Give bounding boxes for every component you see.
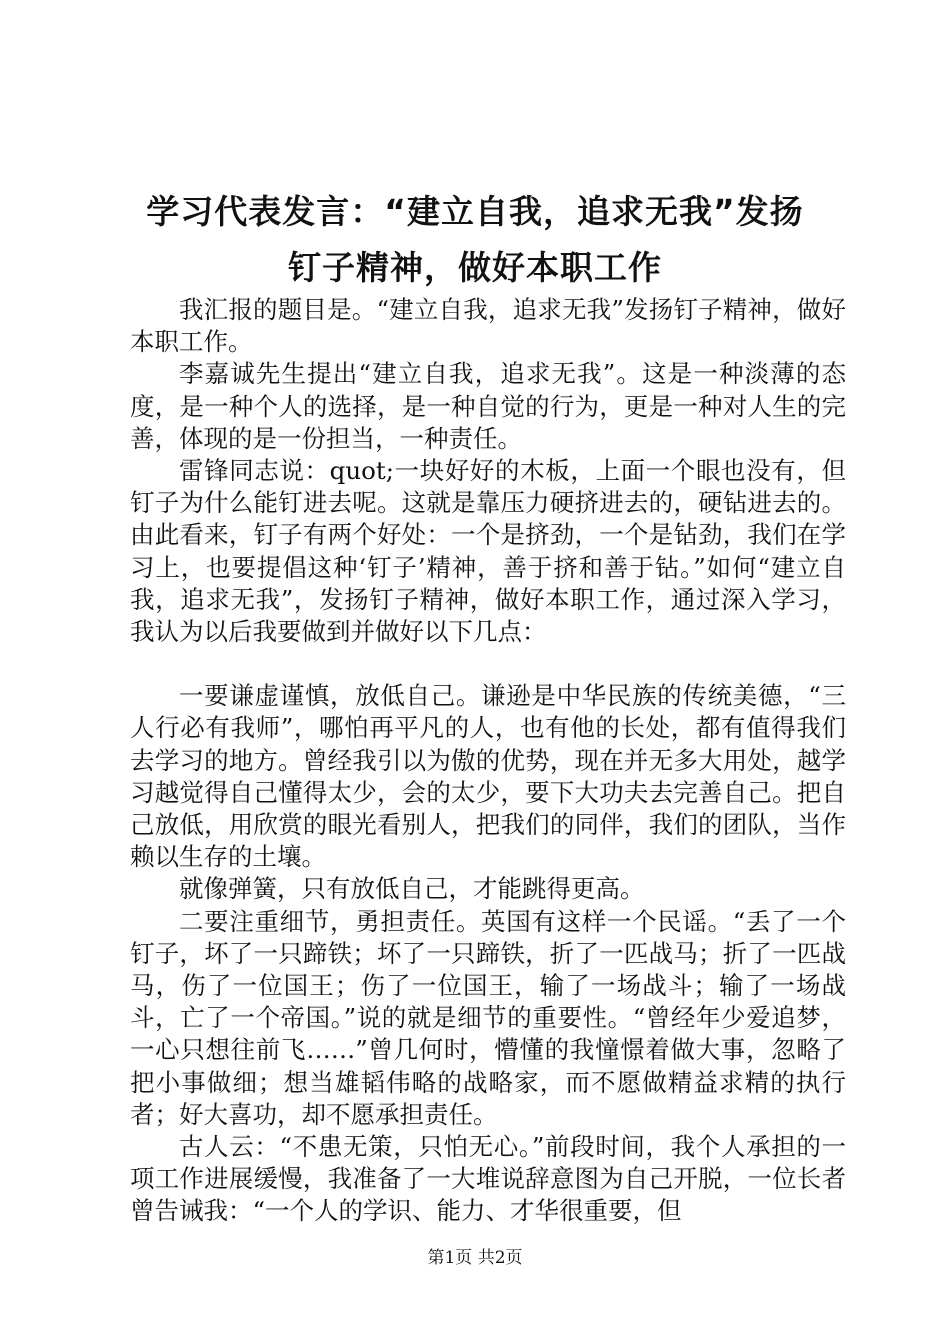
- paragraph-2: 李嘉诚先生提出“建立自我，追求无我”。这是一种淡薄的态度，是一种个人的选择，是一种自觉的行为，更是一种对人生的完善，体现的是一份担当，一种责任。: [130, 359, 846, 453]
- paragraph-7: 古人云：“不患无策，只怕无心。”前段时间，我个人承担的一项工作进展缓慢，我准备了一大堆说辞意图为自己开脱，一位长者曾告诫我：“一个人的学识、能力、才华很重要，但: [130, 1132, 846, 1226]
- paragraph-5: 就像弹簧，只有放低自己，才能跳得更高。: [179, 874, 645, 904]
- paragraph-4: 一要谦虚谨慎，放低自己。谦逊是中华民族的传统美德，“三人行必有我师”，哪怕再平凡的人，也有他的长处，都有值得我们去学习的地方。曾经我引以为傲的优势，现在并无多大用处，越学习越觉得自己懂得太少，会的太少，要下大功夫去完善自己。把自己放低，用欣赏的眼光看别人，把我们的同伴，我们的团队，当作赖以生存的土壤。: [130, 681, 846, 872]
- document-title-line-1: 学习代表发言：“建立自我，追求无我”发扬: [146, 192, 804, 231]
- document-body: [130, 294, 846, 1228]
- paragraph-3: 雷锋同志说：quot;一块好好的木板，上面一个眼也没有，但钉子为什么能钉进去呢。这就是靠压力硬挤进去的，硬钻进去的。由此看来，钉子有两个好处：一个是挤劲，一个是钻劲，我们在学习上，也要提倡这种‘钉子’精神，善于挤和善于钻。”如何“建立自我，追求无我”，发扬钉子精神，做好本职工作，通过深入学习，我认为以后我要做到并做好以下几点：: [130, 456, 846, 647]
- paragraph-1: 我汇报的题目是。“建立自我，追求无我”发扬钉子精神，做好本职工作。: [130, 295, 846, 357]
- document-title-line-2: 钉子精神，做好本职工作: [288, 248, 662, 287]
- page-number-footer: 第1页 共2页: [427, 1248, 523, 1268]
- paragraph-6: 二要注重细节，勇担责任。英国有这样一个民谣。“丢了一个钉子，坏了一只蹄铁；坏了一只蹄铁，折了一匹战马；折了一匹战马，伤了一位国王；伤了一位国王，输了一场战斗；输了一场战斗，亡了一个帝国。”说的就是细节的重要性。“曾经年少爱追梦，一心只想往前飞……”曾几何时，懵懂的我憧憬着做大事，忽略了把小事做细；想当雄韬伟略的战略家，而不愿做精益求精的执行者；好大喜功，却不愿承担责任。: [130, 906, 846, 1129]
